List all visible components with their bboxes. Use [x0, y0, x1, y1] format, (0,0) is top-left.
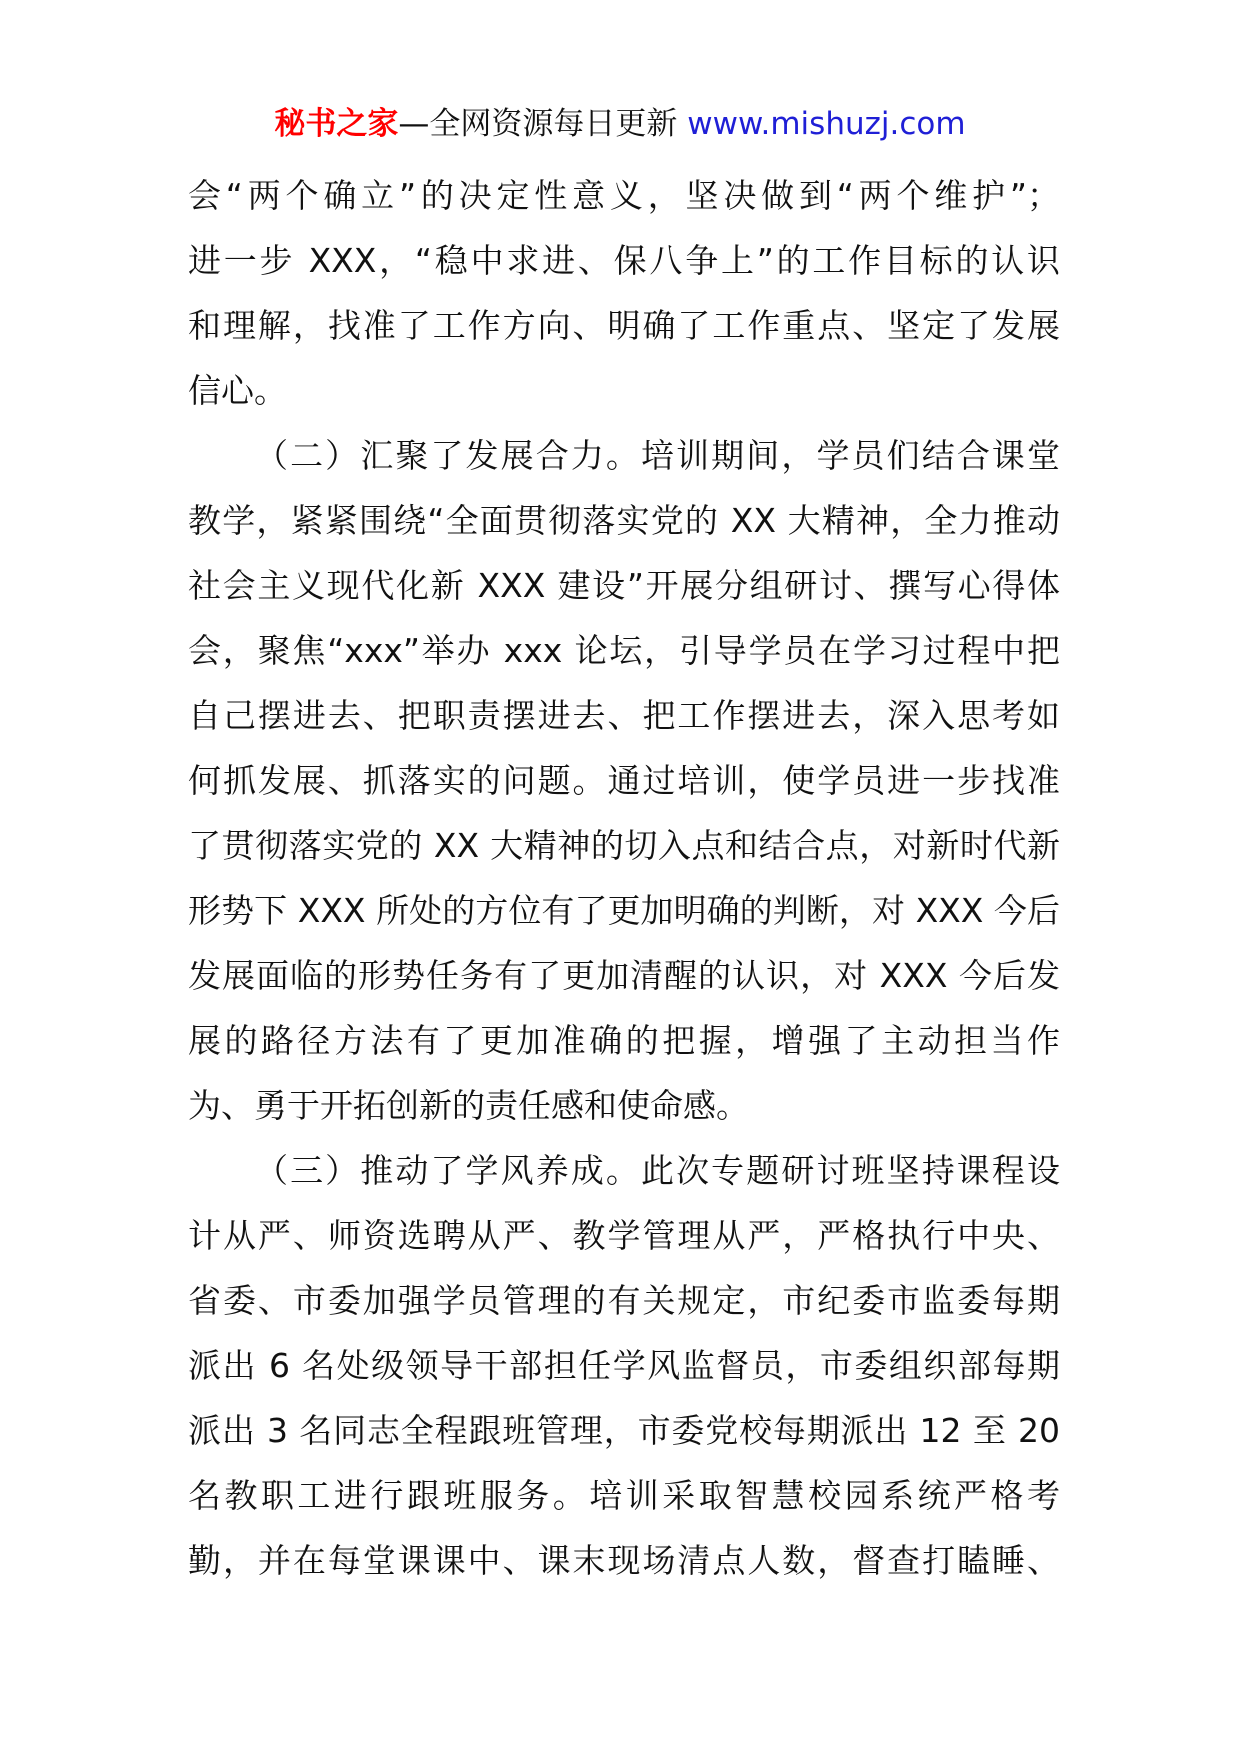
- text-line: 计从严、师资选聘从严、教学管理从严，严格执行中央、: [188, 1216, 1060, 1255]
- text-line: 为、勇于开拓创新的责任感和使命感。: [188, 1086, 749, 1125]
- text-line: 了贯彻落实党的 XX 大精神的切入点和结合点，对新时代新: [188, 826, 1060, 865]
- paragraph: [188, 423, 1060, 1138]
- site-tagline: —全网资源每日更新: [398, 106, 678, 142]
- text-line: 和理解，找准了工作方向、明确了工作重点、坚定了发展: [188, 306, 1060, 345]
- text-line: 派出 6 名处级领导干部担任学风监督员，市委组织部每期: [188, 1346, 1060, 1385]
- site-brand: 秘书之家: [274, 106, 399, 142]
- document-body: [188, 163, 1060, 1593]
- text-line: 会，聚焦“xxx”举办 xxx 论坛，引导学员在学习过程中把: [188, 631, 1060, 670]
- text-line: （二）汇聚了发展合力。培训期间，学员们结合课堂: [255, 436, 1060, 475]
- text-line: 何抓发展、抓落实的问题。通过培训，使学员进一步找准: [188, 761, 1060, 800]
- text-line: 发展面临的形势任务有了更加清醒的认识，对 XXX 今后发: [188, 956, 1060, 995]
- site-url-link[interactable]: www.mishuzj.com: [687, 106, 966, 142]
- text-line: 勤，并在每堂课课中、课末现场清点人数，督查打瞌睡、: [188, 1541, 1060, 1580]
- text-line: 信心。: [188, 371, 287, 410]
- paragraph: [188, 1138, 1060, 1593]
- text-line: 省委、市委加强学员管理的有关规定，市纪委市监委每期: [188, 1281, 1060, 1320]
- text-line: （三）推动了学风养成。此次专题研讨班坚持课程设: [255, 1151, 1060, 1190]
- text-line: 会“两个确立”的决定性意义，坚决做到“两个维护”；: [188, 176, 1060, 215]
- paragraph: [188, 163, 1060, 423]
- text-line: 进一步 XXX，“稳中求进、保八争上”的工作目标的认识: [188, 241, 1060, 280]
- text-line: 社会主义现代化新 XXX 建设”开展分组研讨、撰写心得体: [188, 566, 1060, 605]
- text-line: 名教职工进行跟班服务。培训采取智慧校园系统严格考: [188, 1476, 1060, 1515]
- text-line: 教学，紧紧围绕“全面贯彻落实党的 XX 大精神，全力推动: [188, 501, 1060, 540]
- site-header: [0, 104, 1240, 144]
- text-line: 展的路径方法有了更加准确的把握，增强了主动担当作: [188, 1021, 1060, 1060]
- text-line: 形势下 XXX 所处的方位有了更加明确的判断，对 XXX 今后: [188, 891, 1060, 930]
- text-line: 自己摆进去、把职责摆进去、把工作摆进去，深入思考如: [188, 696, 1060, 735]
- text-line: 派出 3 名同志全程跟班管理，市委党校每期派出 12 至 20: [188, 1411, 1060, 1450]
